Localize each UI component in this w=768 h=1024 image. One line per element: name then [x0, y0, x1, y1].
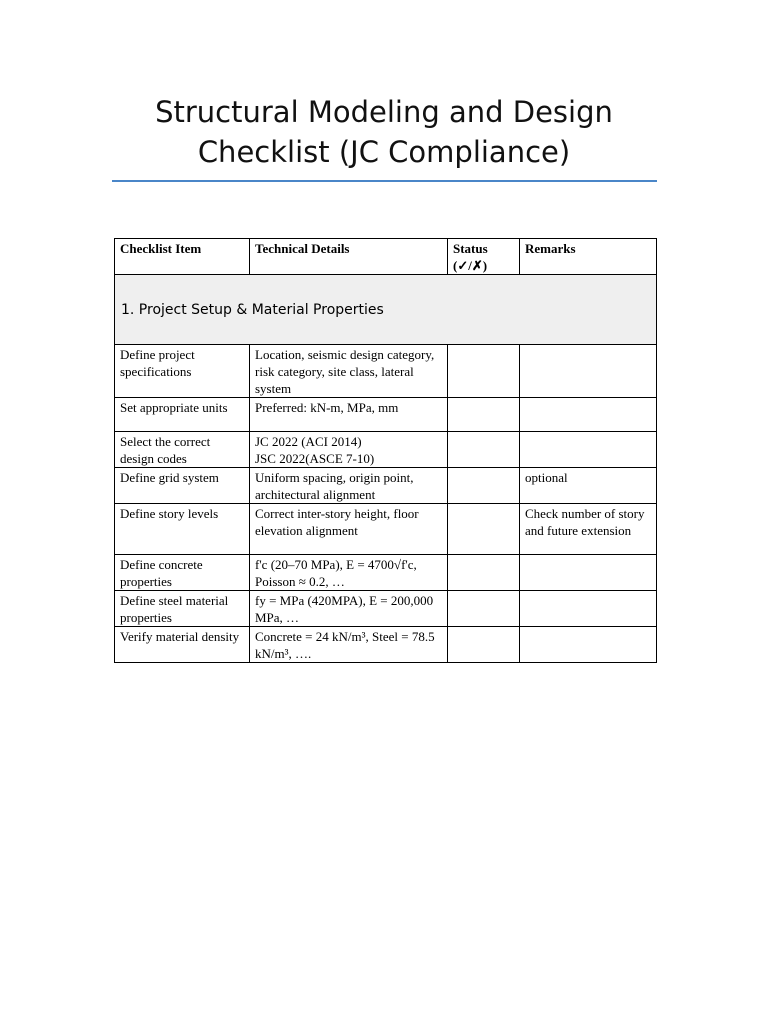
header-technical-details: Technical Details	[250, 239, 448, 275]
cell-remarks[interactable]: optional	[520, 468, 657, 504]
cell-status[interactable]	[448, 555, 520, 591]
section-row	[115, 275, 657, 345]
cell-status[interactable]	[448, 504, 520, 555]
document-title	[0, 92, 768, 172]
cell-item: Verify material density	[115, 627, 250, 663]
table-row	[115, 627, 657, 663]
cell-details: JC 2022 (ACI 2014) JSC 2022(ASCE 7-10)	[250, 432, 448, 468]
cell-remarks[interactable]	[520, 555, 657, 591]
cell-details: fy = MPa (420MPA), E = 200,000 MPa, …	[250, 591, 448, 627]
cell-remarks[interactable]	[520, 627, 657, 663]
cell-remarks[interactable]: Check number of story and future extension	[520, 504, 657, 555]
table-row	[115, 468, 657, 504]
cell-remarks[interactable]	[520, 345, 657, 398]
title-line-1: Structural Modeling and Design	[155, 95, 613, 129]
title-divider	[112, 180, 657, 182]
table-row	[115, 432, 657, 468]
cell-status[interactable]	[448, 591, 520, 627]
header-status: Status (✓/✗)	[448, 239, 520, 275]
cell-status[interactable]	[448, 432, 520, 468]
checklist-table	[114, 238, 657, 663]
cell-details: Location, seismic design category, risk category, site class, lateral system	[250, 345, 448, 398]
cell-status[interactable]	[448, 345, 520, 398]
table-row	[115, 345, 657, 398]
cell-details: f'c (20–70 MPa), E = 4700√f'c, Poisson ≈ 0.2, …	[250, 555, 448, 591]
header-row	[115, 239, 657, 275]
cell-status[interactable]	[448, 398, 520, 432]
header-remarks: Remarks	[520, 239, 657, 275]
cell-details: Uniform spacing, origin point, architectural alignment	[250, 468, 448, 504]
cell-item: Define concrete properties	[115, 555, 250, 591]
cell-details: Preferred: kN-m, MPa, mm	[250, 398, 448, 432]
cell-item: Define grid system	[115, 468, 250, 504]
cell-remarks[interactable]	[520, 398, 657, 432]
table-row	[115, 591, 657, 627]
cell-item: Define steel material properties	[115, 591, 250, 627]
cell-item: Set appropriate units	[115, 398, 250, 432]
cell-details: Correct inter-story height, floor elevation alignment	[250, 504, 448, 555]
cell-remarks[interactable]	[520, 432, 657, 468]
title-line-2: Checklist (JC Compliance)	[197, 135, 571, 169]
cell-item: Define project specifications	[115, 345, 250, 398]
cell-status[interactable]	[448, 468, 520, 504]
cell-item: Select the correct design codes	[115, 432, 250, 468]
cell-status[interactable]	[448, 627, 520, 663]
table-row	[115, 398, 657, 432]
header-checklist-item: Checklist Item	[115, 239, 250, 275]
section-title: 1. Project Setup & Material Properties	[115, 275, 657, 345]
table-row	[115, 504, 657, 555]
table-row	[115, 555, 657, 591]
cell-item: Define story levels	[115, 504, 250, 555]
cell-remarks[interactable]	[520, 591, 657, 627]
cell-details: Concrete = 24 kN/m³, Steel = 78.5 kN/m³, ….	[250, 627, 448, 663]
